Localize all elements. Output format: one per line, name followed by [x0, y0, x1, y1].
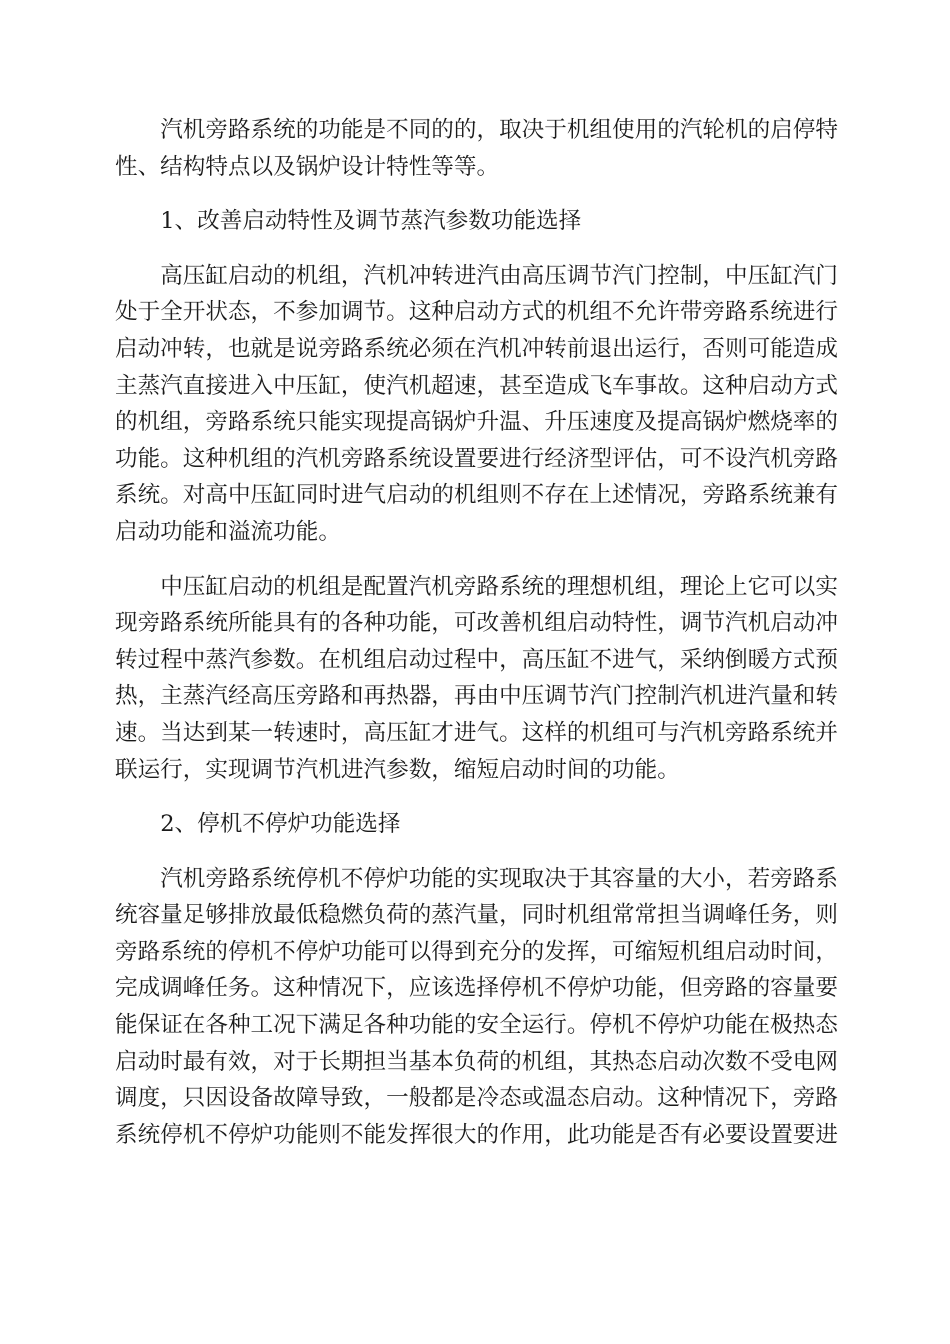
paragraph-shutdown-function: 汽机旁路系统停机不停炉功能的实现取决于其容量的大小，若旁路系统容量足够排放最低稳燃负荷的蒸汽量，同时机组常常担当调峰任务，则旁路系统的停机不停炉功能可以得到充分的发挥，可缩短机组启动时间，完成调峰任务。这种情况下，应该选择停机不停炉功能，但旁路的容量要能保证在各种工况下满足各种功能的安全运行。停机不停炉功能在极热态启动时最有效，对于长期担当基本负荷的机组，其热态启动次数不受电网调度，只因设备故障导致，一般都是冷态或温态启动。这种情况下，旁路系统停机不停炉功能则不能发挥很大的作用，此功能是否有必要设置要进 — [115, 865, 838, 1148]
paragraph-intro: 汽机旁路系统的功能是不同的的，取决于机组使用的汽轮机的启停特性、结构特点以及锅炉设计特性等等。 — [115, 117, 838, 180]
paragraph-intermediate-pressure-startup: 中压缸启动的机组是配置汽机旁路系统的理想机组，理论上它可以实现旁路系统所能具有的各种功能，可改善机组启动特性，调节汽机启动冲转过程中蒸汽参数。在机组启动过程中，高压缸不进气，采纳倒暖方式预热，主蒸汽经高压旁路和再热器，再由中压调节汽门控制汽机进汽量和转速。当达到某一转速时，高压缸才进气。这样的机组可与汽机旁路系统并联运行，实现调节汽机进汽参数，缩短启动时间的功能。 — [115, 573, 838, 783]
section-heading-2: 2、停机不停炉功能选择 — [160, 811, 401, 838]
section-heading-1: 1、改善启动特性及调节蒸汽参数功能选择 — [160, 208, 582, 235]
document-body — [115, 112, 838, 1171]
paragraph-high-pressure-startup: 高压缸启动的机组，汽机冲转进汽由高压调节汽门控制，中压缸汽门处于全开状态，不参加调节。这种启动方式的机组不允许带旁路系统进行启动冲转，也就是说旁路系统必须在汽机冲转前退出运行，否则可能造成主蒸汽直接进入中压缸，使汽机超速，甚至造成飞车事故。这种启动方式的机组，旁路系统只能实现提高锅炉升温、升压速度及提高锅炉燃烧率的功能。这种机组的汽机旁路系统设置要进行经济型评估，可不设汽机旁路系统。对高中压缸同时进气启动的机组则不存在上述情况，旁路系统兼有启动功能和溢流功能。 — [115, 262, 838, 545]
